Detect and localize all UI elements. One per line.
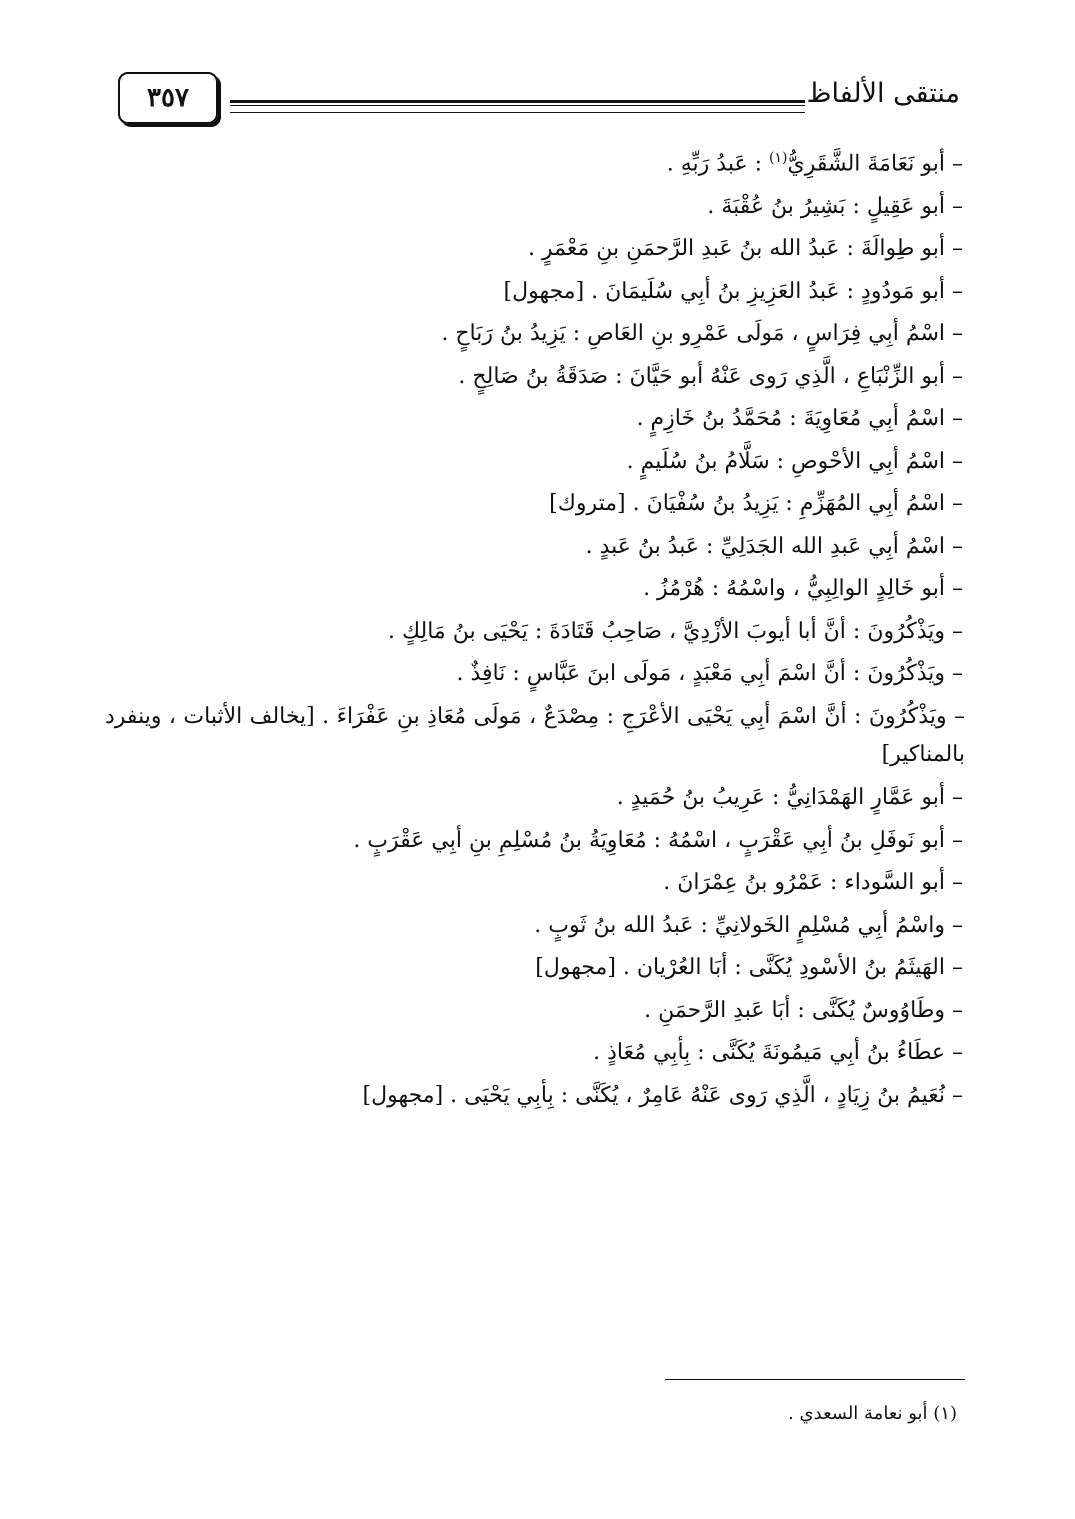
footnote-ref: (١) [769, 150, 788, 166]
header-rule [230, 100, 805, 113]
footnote-divider [665, 1379, 965, 1380]
list-item: – اسْمُ أبِي عَبدِ الله الجَدَلِيِّ : عَبدُ بنُ عَبدٍ . [585, 533, 963, 559]
entries-list [105, 140, 965, 1119]
list-item: – اسْمُ أبِي مُعَاوِيَةَ : مُحَمَّدُ بنُ خَازِمٍ . [636, 406, 963, 432]
list-item: – عطَاءُ بنُ أبِي مَيمُونَةَ يُكَنَّى : بِأبِي مُعَاذٍ . [593, 1040, 963, 1066]
list-item: – أبو عَقِيلٍ : بَشِيرُ بنُ عُقْبَةَ . [707, 193, 963, 219]
list-item: – أبو طِوالَةَ : عَبدُ الله بنُ عَبدِ الرَّحمَنِ بنِ مَعْمَرٍ . [528, 236, 963, 262]
list-item: – أبو الزِّنْبَاعِ ، الَّذِي رَوى عَنْهُ أبو حَيَّانَ : صَدَقَةُ بنُ صَالِحٍ . [458, 363, 963, 389]
page-title: منتقى الألفاظ [806, 78, 960, 109]
list-item: – أبو خَالِدٍ الوالِبِيُّ ، واسْمُهُ : هُرْمُزُ . [643, 576, 963, 602]
list-item: – اسْمُ أبِي الأحْوصِ : سَلَّامُ بنُ سُلَيمٍ . [626, 448, 963, 474]
footnote [788, 1403, 957, 1424]
footnote-marker: (١) [933, 1403, 957, 1424]
list-item: – ويَذْكُرُونَ : أنَّ أبا أيوبَ الأزْدِيَّ ، صَاحِبُ قَتَادَةَ : يَحْيَى بنُ مَالِكٍ . [388, 618, 963, 644]
page-header [110, 60, 960, 130]
page-number: ٣٥٧ [118, 72, 218, 124]
list-item: – اسْمُ أبِي المُهَزِّمِ : يَزِيدُ بنُ سُفْيَانَ . [متروك] [549, 491, 963, 517]
list-item: – الهَيثَمُ بنُ الأسْودِ يُكَنَّى : أبَا العُرْيان . [مجهول] [535, 955, 963, 981]
list-item: – أبو مَودُودٍ : عَبدُ العَزِيزِ بنُ أبِي سُلَيمَانَ . [مجهول] [503, 278, 963, 304]
list-item: – نُعَيمُ بنُ زِيَادٍ ، الَّذِي رَوى عَنْهُ عَامِرٌ ، يُكَنَّى : بِأبِي يَحْيَى . [مجهول] [362, 1082, 963, 1108]
list-item: – وطَاوُوسٌ يُكَنَّى : أبَا عَبدِ الرَّحمَنِ . [644, 997, 963, 1023]
list-item: – أبو عَمَّارٍ الهَمْدَانِيُّ : عَرِيبُ بنُ حُمَيدٍ . [616, 785, 963, 811]
list-item: – ويَذْكُرُونَ : أنَّ اسْمَ أبِي يَحْيَى الأعْرَجِ : مِصْدَعٌ ، مَولَى مُعَاذِ بنِ عَفْرَاءَ . [يخالف الأثبات ، وينفرد بالمناكير] [105, 703, 965, 767]
list-item: – أبو نَوفَلِ بنُ أبِي عَقْرَبٍ ، اسْمُهُ : مُعَاوِيَةُ بنُ مُسْلِمِ بنِ أبِي عَقْرَبٍ . [353, 827, 963, 853]
list-item: – واسْمُ أبِي مُسْلِمٍ الخَولانِيِّ : عَبدُ الله بنُ ثَوبٍ . [534, 912, 963, 938]
footnote-text: أبو نعامة السعدي . [788, 1403, 928, 1424]
list-item: – ويَذْكُرُونَ : أنَّ اسْمَ أبِي مَعْبَدٍ ، مَولَى ابنَ عَبَّاسٍ : نَافِذٌ . [456, 661, 963, 687]
list-item: – أبو نَعَامَةَ الشَّقَرِيُّ$^{(١)}$ : عَبدُ رَبِّهِ . [666, 150, 963, 177]
list-item: – اسْمُ أبِي فِرَاسٍ ، مَولَى عَمْرِو بنِ العَاصِ : يَزِيدُ بنُ رَبَاحٍ . [441, 321, 963, 347]
list-item: – أبو السَّوداء : عَمْرُو بنُ عِمْرَانَ . [663, 870, 963, 896]
